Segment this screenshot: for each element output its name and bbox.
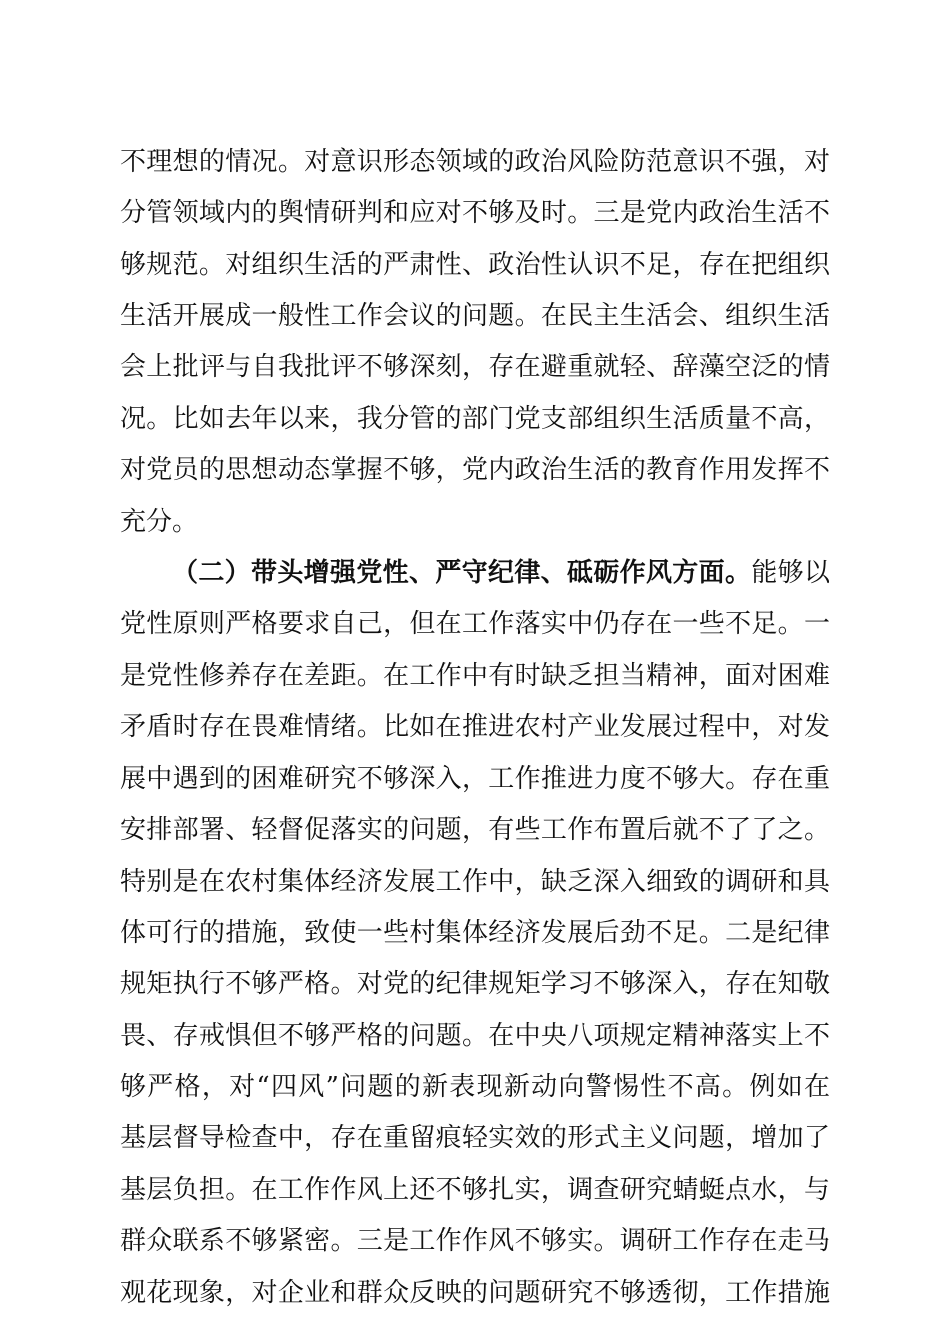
text-line: 规矩执行不够严格。对党的纪律规矩学习不够深入，存在知敬 xyxy=(120,969,830,999)
text-line: 体可行的措施，致使一些村集体经济发展后劲不足。二是纪律 xyxy=(120,918,830,948)
text-line: 展中遇到的困难研究不够深入，工作推进力度不够大。存在重 xyxy=(120,764,830,794)
text-line: 够严格，对“四风”问题的新表现新动向警惕性不高。例如在 xyxy=(120,1072,830,1102)
text-line: 党性原则严格要求自己，但在工作落实中仍存在一些不足。一 xyxy=(120,609,830,639)
text-line: 充分。 xyxy=(120,507,199,537)
text-line: 况。比如去年以来，我分管的部门党支部组织生活质量不高， xyxy=(120,404,830,434)
text-line: 观花现象，对企业和群众反映的问题研究不够透彻，工作措施 xyxy=(120,1278,830,1308)
text-line: 安排部署、轻督促落实的问题，有些工作布置后就不了了之。 xyxy=(120,815,830,845)
section-2-heading: （二）带头增强党性、严守纪律、砥砺作风方面。 xyxy=(172,558,752,588)
text-line: 群众联系不够紧密。三是工作作风不够实。调研工作存在走马 xyxy=(120,1226,830,1256)
text-line: 矛盾时存在畏难情绪。比如在推进农村产业发展过程中，对发 xyxy=(120,712,830,742)
text-line: 对党员的思想动态掌握不够，党内政治生活的教育作用发挥不 xyxy=(120,455,830,485)
text-line: 分管领域内的舆情研判和应对不够及时。三是党内政治生活不 xyxy=(120,198,830,228)
text-line: 畏、存戒惧但不够严格的问题。在中央八项规定精神落实上不 xyxy=(120,1021,830,1051)
text-line: 生活开展成一般性工作会议的问题。在民主生活会、组织生活 xyxy=(120,301,830,331)
text-line: 不理想的情况。对意识形态领域的政治风险防范意识不强，对 xyxy=(120,147,830,177)
text-line: 基层负担。在工作作风上还不够扎实，调查研究蜻蜓点水，与 xyxy=(120,1175,830,1205)
text-line: 是党性修养存在差距。在工作中有时缺乏担当精神，面对困难 xyxy=(120,661,830,691)
text-line: 会上批评与自我批评不够深刻，存在避重就轻、辞藻空泛的情 xyxy=(120,352,830,382)
section-2-first-line xyxy=(172,553,830,593)
text-line: 够规范。对组织生活的严肃性、政治性认识不足，存在把组织 xyxy=(120,250,830,280)
section-2-first-line-rest: 能够以 xyxy=(751,558,830,588)
text-line: 特别是在农村集体经济发展工作中，缺乏深入细致的调研和具 xyxy=(120,867,830,897)
text-line: 基层督导检查中，存在重留痕轻实效的形式主义问题，增加了 xyxy=(120,1123,830,1153)
